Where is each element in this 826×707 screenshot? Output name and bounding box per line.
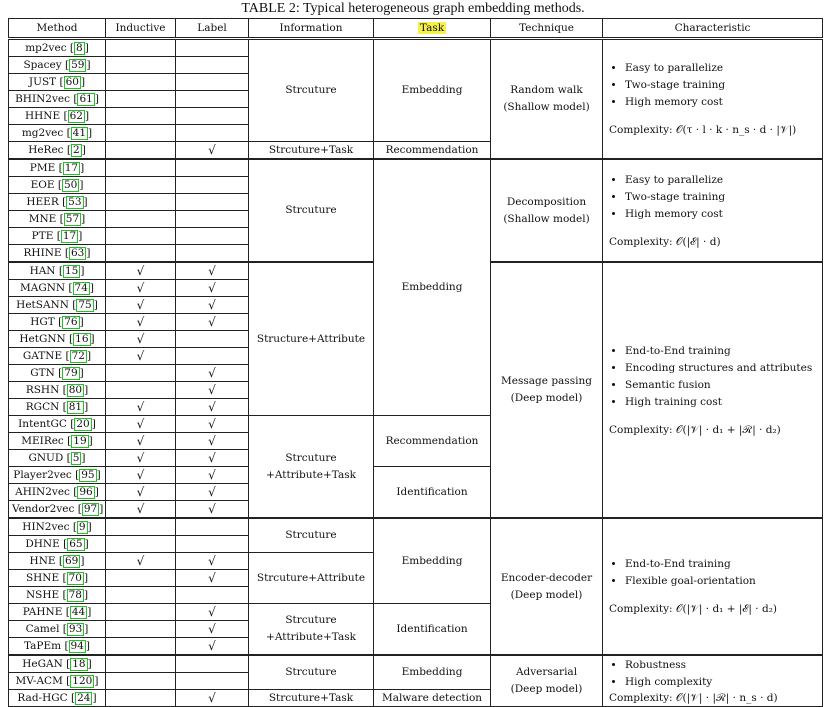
citation-link[interactable]: 70: [68, 571, 82, 584]
label-check: √: [176, 365, 249, 382]
characteristic-list: [609, 657, 816, 691]
citation-link[interactable]: 120: [72, 674, 93, 687]
label-check: √: [176, 399, 249, 416]
task-cell: Recommendation: [374, 142, 491, 160]
label-cell: [176, 194, 249, 211]
characteristic-item: • End-to-End training: [625, 556, 816, 573]
technique-cell: [491, 262, 603, 518]
task-cell: Embedding: [374, 39, 491, 142]
method-cell: HGT [ 76 ]: [9, 314, 106, 331]
citation-link[interactable]: 9: [78, 520, 86, 533]
method-cell: NSHE [ 78 ]: [9, 587, 106, 604]
characteristic-item: • Easy to parallelize: [625, 60, 816, 77]
method-cell: GTN [ 79 ]: [9, 365, 106, 382]
task-cell: Identification: [374, 604, 491, 656]
method-cell: HetGNN [ 16 ]: [9, 331, 106, 348]
characteristic-item: • Two-stage training: [625, 189, 816, 206]
method-name: Player2vec: [13, 468, 72, 481]
inductive-cell: [106, 621, 176, 638]
inductive-cell: [106, 74, 176, 91]
technique-cell: [491, 518, 603, 655]
inductive-cell: [106, 365, 176, 382]
label-cell: [176, 91, 249, 108]
header-method: Method: [9, 19, 106, 39]
method-cell: TaPEm [ 94 ]: [9, 638, 106, 656]
characteristic-item: • End-to-End training: [625, 343, 816, 360]
citation-link[interactable]: 96: [79, 485, 93, 498]
characteristic-item: • Robustness: [625, 657, 816, 674]
characteristic-item: • Two-stage training: [625, 77, 816, 94]
citation-link[interactable]: 19: [73, 434, 87, 447]
citation-link[interactable]: 59: [71, 58, 85, 71]
method-name: DHNE: [25, 537, 60, 550]
technique-name: Decomposition: [506, 195, 587, 208]
inductive-cell: [106, 518, 176, 536]
method-name: SHNE: [25, 571, 60, 584]
task-cell: Embedding: [374, 518, 491, 604]
citation-link[interactable]: 24: [77, 691, 91, 704]
task-cell: Embedding: [374, 159, 491, 416]
method-name: HeGAN: [22, 657, 63, 670]
method-cell: MEIRec [ 19 ]: [9, 433, 106, 450]
citation-link[interactable]: 60: [65, 75, 79, 88]
method-name: BHIN2vec: [15, 92, 70, 105]
label-check: √: [176, 433, 249, 450]
characteristic-item: • Flexible goal-orientation: [625, 573, 816, 590]
citation-link[interactable]: 15: [64, 264, 79, 277]
method-cell: MAGNN [ 74 ]: [9, 280, 106, 297]
citation-link[interactable]: 41: [72, 126, 87, 139]
task-cell: Identification: [374, 467, 491, 519]
citation-link[interactable]: 53: [68, 195, 82, 208]
citation-link[interactable]: 5: [72, 451, 80, 464]
inductive-cell: [106, 125, 176, 142]
label-cell: [176, 211, 249, 228]
technique-cell: [491, 655, 603, 707]
method-name: PME: [29, 161, 56, 174]
information-cell: [249, 604, 374, 656]
task-cell: Malware detection: [374, 690, 491, 707]
method-name: HHNE: [24, 109, 61, 122]
citation-link[interactable]: 2: [73, 143, 80, 156]
table-row: [9, 655, 823, 673]
method-cell: HEER [ 53 ]: [9, 194, 106, 211]
method-name: PTE: [31, 229, 54, 242]
citation-link[interactable]: 57: [65, 212, 80, 225]
label-check: √: [176, 416, 249, 433]
method-cell: HNE [ 69 ]: [9, 553, 106, 570]
method-cell: SHNE [ 70 ]: [9, 570, 106, 587]
method-name: GTN: [30, 366, 55, 379]
characteristic-list: [609, 172, 816, 223]
inductive-cell: [106, 655, 176, 673]
inductive-cell: [106, 211, 176, 228]
method-cell: Rad-HGC [ 24 ]: [9, 690, 106, 707]
method-name: GNUD: [28, 451, 64, 464]
inductive-check: √: [106, 399, 176, 416]
technique-name: Adversarial: [515, 666, 578, 678]
header-row: [9, 19, 823, 39]
technique-name: Random walk: [510, 84, 583, 96]
citation-link[interactable]: 62: [69, 109, 83, 122]
method-cell: HetSANN [ 75 ]: [9, 297, 106, 314]
characteristic-cell: [603, 159, 823, 262]
method-cell: mp2vec [ 8 ]: [9, 39, 106, 57]
information-cell: Strcuture+Task: [249, 690, 374, 707]
citation-link[interactable]: 65: [69, 537, 83, 550]
method-name: PAHNE: [22, 605, 63, 618]
label-check: √: [176, 467, 249, 484]
label-cell: [176, 331, 249, 348]
label-cell: [176, 125, 249, 142]
label-cell: [176, 536, 249, 553]
method-cell: RSHN [ 80 ]: [9, 382, 106, 399]
label-cell: [176, 108, 249, 125]
information-line: +Attribute+Task: [266, 468, 356, 481]
method-cell: EOE [ 50 ]: [9, 177, 106, 194]
label-check: √: [176, 484, 249, 501]
method-name: HAN: [29, 264, 56, 277]
method-name: JUST: [28, 75, 57, 88]
label-check: √: [176, 297, 249, 314]
information-line: +Attribute+Task: [266, 631, 356, 643]
method-name: MV-ACM: [15, 674, 63, 687]
technique-cell: [491, 159, 603, 262]
method-cell: Player2vec [ 95 ]: [9, 467, 106, 484]
label-cell: [176, 587, 249, 604]
label-cell: [176, 518, 249, 536]
information-cell: Strcuture+Task: [249, 142, 374, 160]
inductive-check: √: [106, 433, 176, 450]
citation-link[interactable]: 94: [70, 639, 84, 652]
label-cell: [176, 177, 249, 194]
method-name: mg2vec: [21, 126, 64, 139]
inductive-check: √: [106, 501, 176, 519]
label-check: √: [176, 501, 249, 519]
technique-model: (Deep model): [510, 683, 583, 695]
method-cell: GNUD [ 5 ]: [9, 450, 106, 467]
citation-link[interactable]: 97: [83, 502, 98, 515]
method-cell: mg2vec [ 41 ]: [9, 125, 106, 142]
technique-model: (Shallow model): [503, 212, 590, 225]
method-name: RGCN: [25, 400, 60, 413]
task-cell: Embedding: [374, 655, 491, 690]
citation-link[interactable]: 93: [68, 622, 83, 635]
characteristic-item: • Semantic fusion: [625, 377, 816, 394]
characteristic-item: • High training cost: [625, 394, 816, 411]
inductive-cell: [106, 382, 176, 399]
header-technique: Technique: [491, 19, 603, 39]
header-task: [374, 19, 491, 39]
method-cell: MNE [ 57 ]: [9, 211, 106, 228]
inductive-cell: [106, 245, 176, 263]
inductive-cell: [106, 638, 176, 656]
complexity-text: Complexity: 𝒪(τ · l · k · n_s · d · |𝒱|): [609, 124, 797, 136]
citation-link[interactable]: 16: [75, 332, 89, 345]
method-name: HIN2vec: [22, 520, 70, 533]
characteristic-list: [609, 343, 816, 411]
inductive-check: √: [106, 280, 176, 297]
heterogeneous-graph-embedding-table: [8, 18, 823, 707]
characteristic-item: • High memory cost: [625, 206, 816, 223]
header-label: Label: [176, 19, 249, 39]
inductive-cell: [106, 177, 176, 194]
inductive-cell: [106, 108, 176, 125]
method-name: EOE: [30, 178, 55, 191]
inductive-cell: [106, 690, 176, 707]
technique-name: Message passing: [501, 375, 592, 387]
citation-link[interactable]: 74: [74, 281, 88, 294]
method-cell: HIN2vec [ 9 ]: [9, 518, 106, 536]
inductive-cell: [106, 604, 176, 621]
method-cell: PAHNE [ 44 ]: [9, 604, 106, 621]
citation-link[interactable]: 76: [64, 315, 78, 328]
method-cell: HHNE [ 62 ]: [9, 108, 106, 125]
citation-link[interactable]: 17: [62, 229, 77, 242]
method-name: RSHN: [25, 383, 60, 396]
table-row: [9, 39, 823, 57]
method-name: Vendor2vec: [12, 502, 75, 515]
inductive-check: √: [106, 348, 176, 365]
label-check: √: [176, 382, 249, 399]
header-characteristic: Characteristic: [603, 19, 823, 39]
method-name: Spacey: [23, 58, 62, 71]
label-check: √: [176, 570, 249, 587]
characteristic-item: • High complexity: [625, 674, 816, 691]
citation-link[interactable]: 63: [71, 246, 85, 259]
characteristic-item: • High memory cost: [625, 94, 816, 111]
method-name: HGT: [30, 315, 55, 328]
inductive-check: √: [106, 314, 176, 331]
method-cell: MV-ACM [ 120 ]: [9, 673, 106, 690]
method-name: HNE: [29, 554, 56, 567]
technique-cell: [491, 39, 603, 160]
complexity-text: Complexity: 𝒪(|𝒱| · d₁ + |ℰ| · d₂): [609, 603, 777, 615]
method-cell: GATNE [ 72 ]: [9, 348, 106, 365]
citation-link[interactable]: 61: [79, 92, 93, 105]
method-name: MAGNN: [19, 281, 66, 294]
characteristic-cell: [603, 39, 823, 160]
method-name: MNE: [28, 212, 57, 225]
inductive-cell: [106, 587, 176, 604]
inductive-check: √: [106, 262, 176, 280]
label-check: √: [176, 314, 249, 331]
inductive-check: √: [106, 450, 176, 467]
characteristic-cell: [603, 518, 823, 655]
label-cell: [176, 159, 249, 177]
method-name: Rad-HGC: [17, 691, 68, 704]
citation-link[interactable]: 81: [68, 400, 83, 413]
characteristic-cell: [603, 262, 823, 518]
method-name: mp2vec: [25, 41, 67, 54]
method-name: MEIRec: [21, 434, 64, 447]
citation-link[interactable]: 72: [71, 349, 85, 362]
method-name: NSHE: [25, 588, 60, 601]
label-cell: [176, 655, 249, 673]
table-row: [9, 518, 823, 536]
label-cell: [176, 348, 249, 365]
label-check: √: [176, 638, 249, 656]
label-cell: [176, 74, 249, 91]
table-caption: TABLE 2: Typical heterogeneous graph embedding methods.: [241, 1, 585, 16]
characteristic-item: • Encoding structures and attributes: [625, 360, 816, 377]
method-name: HetGNN: [19, 332, 66, 345]
technique-model: (Shallow model): [503, 101, 590, 113]
inductive-check: √: [106, 484, 176, 501]
method-cell: PTE [ 17 ]: [9, 228, 106, 245]
method-cell: PME [ 17 ]: [9, 159, 106, 177]
inductive-cell: [106, 91, 176, 108]
label-cell: [176, 57, 249, 74]
citation-link[interactable]: 8: [76, 41, 83, 54]
inductive-cell: [106, 228, 176, 245]
method-cell: HAN [ 15 ]: [9, 262, 106, 280]
task-cell: Recommendation: [374, 416, 491, 467]
label-cell: [176, 39, 249, 57]
label-check: √: [176, 262, 249, 280]
inductive-check: √: [106, 297, 176, 314]
citation-link[interactable]: 80: [68, 383, 83, 396]
complexity-text: Complexity: 𝒪(|𝒱| · |ℛ| · n_s · d): [609, 691, 778, 704]
inductive-cell: [106, 570, 176, 587]
information-cell: Strcuture: [249, 655, 374, 690]
label-check: √: [176, 690, 249, 707]
information-cell: Strcuture: [249, 39, 374, 142]
method-cell: HeRec [ 2 ]: [9, 142, 106, 160]
information-cell: Structure+Attribute: [249, 262, 374, 416]
header-task-highlight: Task: [419, 22, 445, 34]
inductive-cell: [106, 536, 176, 553]
inductive-cell: [106, 39, 176, 57]
characteristic-cell: [603, 655, 823, 707]
label-cell: [176, 228, 249, 245]
complexity-text: Complexity: 𝒪(|ℰ| · d): [609, 235, 721, 248]
technique-model: (Deep model): [510, 588, 583, 601]
method-name: TaPEm: [23, 639, 62, 652]
inductive-check: √: [106, 553, 176, 570]
label-check: √: [176, 553, 249, 570]
header-inductive: Inductive: [106, 19, 176, 39]
citation-link[interactable]: 18: [72, 657, 86, 670]
label-check: √: [176, 621, 249, 638]
inductive-cell: [106, 194, 176, 211]
citation-link[interactable]: 79: [64, 366, 78, 379]
inductive-cell: [106, 142, 176, 160]
method-name: GATNE: [22, 349, 63, 362]
label-check: √: [176, 280, 249, 297]
method-cell: Vendor2vec [ 97 ]: [9, 501, 106, 519]
method-name: HetSANN: [16, 298, 69, 311]
method-name: AHIN2vec: [15, 485, 70, 498]
method-cell: JUST [ 60 ]: [9, 74, 106, 91]
citation-link[interactable]: 20: [76, 417, 90, 430]
information-cell: [249, 416, 374, 519]
citation-link[interactable]: 75: [78, 298, 92, 311]
method-cell: AHIN2vec [ 96 ]: [9, 484, 106, 501]
inductive-check: √: [106, 416, 176, 433]
table-row: [9, 159, 823, 177]
method-name: RHINE: [23, 246, 62, 259]
method-cell: BHIN2vec [ 61 ]: [9, 91, 106, 108]
citation-link[interactable]: 44: [71, 605, 86, 618]
label-check: √: [176, 142, 249, 160]
method-cell: RGCN [ 81 ]: [9, 399, 106, 416]
citation-link[interactable]: 50: [63, 178, 78, 191]
method-cell: IntentGC [ 20 ]: [9, 416, 106, 433]
label-check: √: [176, 604, 249, 621]
characteristic-item: • Easy to parallelize: [625, 172, 816, 189]
inductive-cell: [106, 159, 176, 177]
complexity-text: Complexity: 𝒪(|𝒱| · d₁ + |ℛ| · d₂): [609, 423, 781, 436]
technique-name: Encoder-decoder: [500, 571, 593, 584]
method-name: HEER: [26, 195, 59, 208]
information-line: Strcuture: [285, 451, 337, 464]
inductive-cell: [106, 57, 176, 74]
method-cell: DHNE [ 65 ]: [9, 536, 106, 553]
citation-link[interactable]: 95: [81, 468, 95, 481]
characteristic-list: [609, 556, 816, 590]
citation-link[interactable]: 78: [68, 588, 82, 601]
label-cell: [176, 245, 249, 263]
information-line: Strcuture: [285, 614, 337, 626]
information-cell: Strcuture+Attribute: [249, 553, 374, 604]
method-name: HeRec: [28, 143, 64, 156]
header-information: Information: [249, 19, 374, 39]
method-name: IntentGC: [18, 417, 67, 430]
label-cell: [176, 673, 249, 690]
characteristic-list: [609, 60, 816, 111]
inductive-check: √: [106, 331, 176, 348]
information-cell: Strcuture: [249, 159, 374, 262]
citation-link[interactable]: 69: [64, 554, 79, 567]
method-name: Camel: [25, 622, 60, 635]
method-cell: HeGAN [ 18 ]: [9, 655, 106, 673]
citation-link[interactable]: 17: [64, 161, 79, 174]
information-cell: Strcuture: [249, 518, 374, 553]
technique-model: (Deep model): [510, 392, 583, 404]
label-check: √: [176, 450, 249, 467]
inductive-cell: [106, 673, 176, 690]
method-cell: Spacey [ 59 ]: [9, 57, 106, 74]
method-cell: Camel [ 93 ]: [9, 621, 106, 638]
inductive-check: √: [106, 467, 176, 484]
method-cell: RHINE [ 63 ]: [9, 245, 106, 263]
